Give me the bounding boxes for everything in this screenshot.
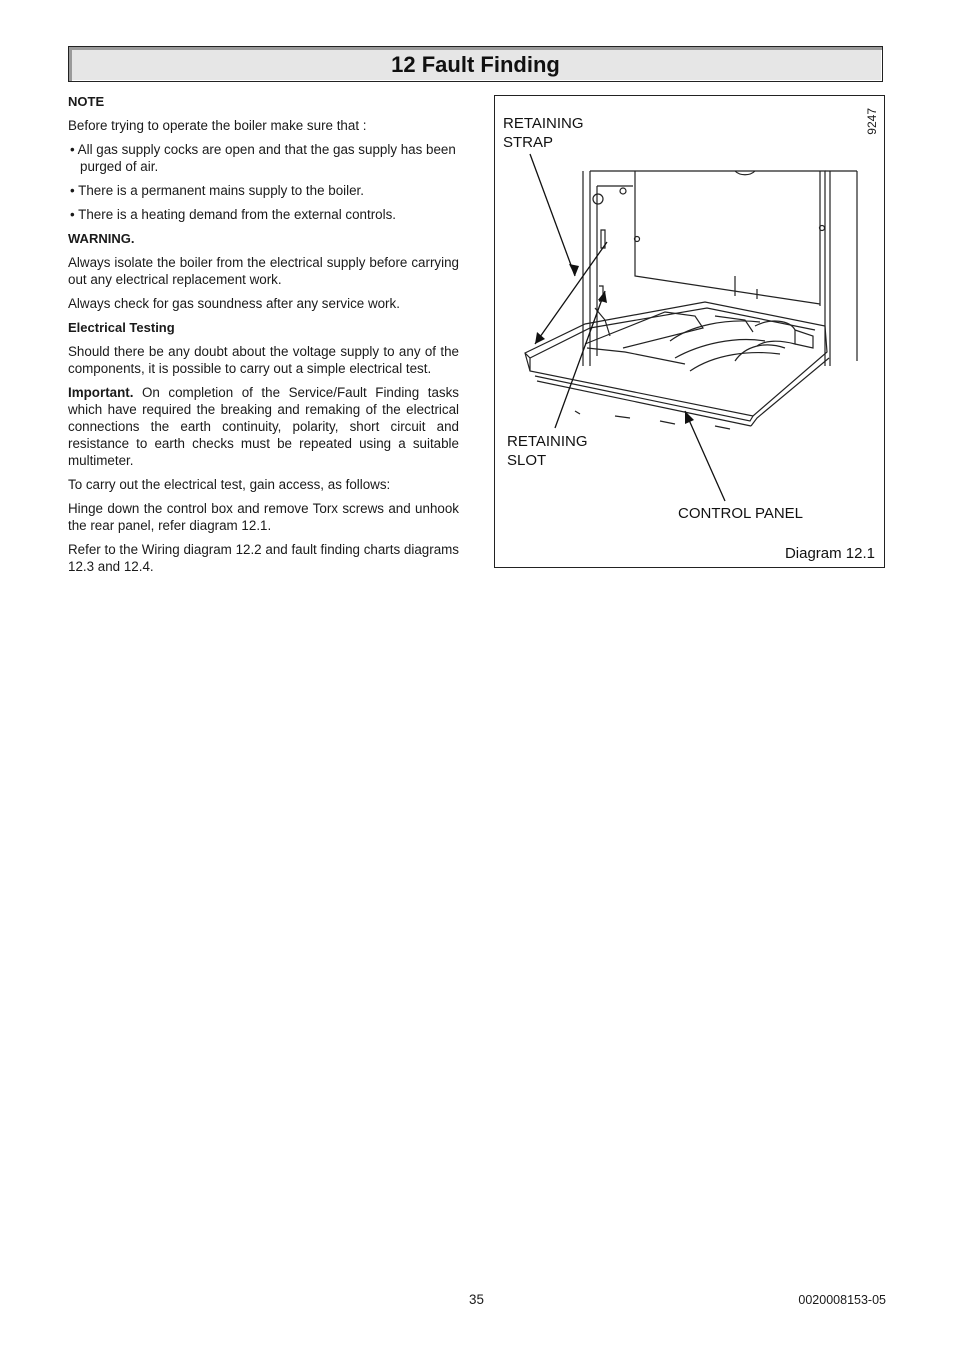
boiler-illustration [495,96,886,569]
page-number: 35 [469,1292,484,1307]
warning-paragraph: Always check for gas soundness after any service work. [68,296,400,311]
access-paragraph: To carry out the electrical test, gain access, as follows: [68,477,391,492]
refer-paragraph: Refer to the Wiring diagram 12.2 and fault finding charts diagrams 12.3 and 12.4. [68,542,459,574]
important-paragraph [68,384,459,469]
strap-leader-line [530,154,575,276]
slot-leader-line-1 [535,242,607,344]
hinge-paragraph: Hinge down the control box and remove Torx screws and unhook the rear panel, refer diagram 12.1. [68,501,459,533]
slot-leader-line-2 [555,291,605,428]
bullet-item: • There is a permanent mains supply to the boiler. [70,183,364,198]
diagram-12-1 [494,95,885,568]
section-title: 12 Fault Finding [391,52,560,77]
label-retaining-strap: RETAINING STRAP [503,115,584,151]
label-control-panel: CONTROL PANEL [678,505,804,522]
note-heading: NOTE [68,94,105,109]
warning-heading: WARNING. [68,231,135,246]
section-title-bar [68,46,883,82]
bullet-item: • There is a heating demand from the external controls. [70,207,396,222]
electrical-paragraph: Should there be any doubt about the voltage supply to any of the components, it is possible to carry out a simple electrical test. [68,344,459,376]
document-code: 0020008153-05 [798,1293,886,1307]
drawing-code: 9247 [865,108,879,135]
note-intro: Before trying to operate the boiler make sure that : [68,118,367,133]
important-label: Important. [68,385,134,400]
bullet-item: • All gas supply cocks are open and that the gas supply has been purged of air. [70,142,456,174]
text-column [68,93,459,582]
important-text: On completion of the Service/Fault Finding tasks which have required the breaking and remaking of the electrical connections the earth continuity, polarity, short circuit and resistance to earth checks must be repeated using a suitable multimeter. [68,385,459,468]
panel-leader-line [685,411,725,501]
warning-paragraph: Always isolate the boiler from the electrical supply before carrying out any electrical replacement work. [68,255,459,287]
diagram-caption: Diagram 12.1 [784,545,875,562]
electrical-testing-heading: Electrical Testing [68,320,175,335]
label-retaining-slot: RETAINING SLOT [507,433,588,469]
